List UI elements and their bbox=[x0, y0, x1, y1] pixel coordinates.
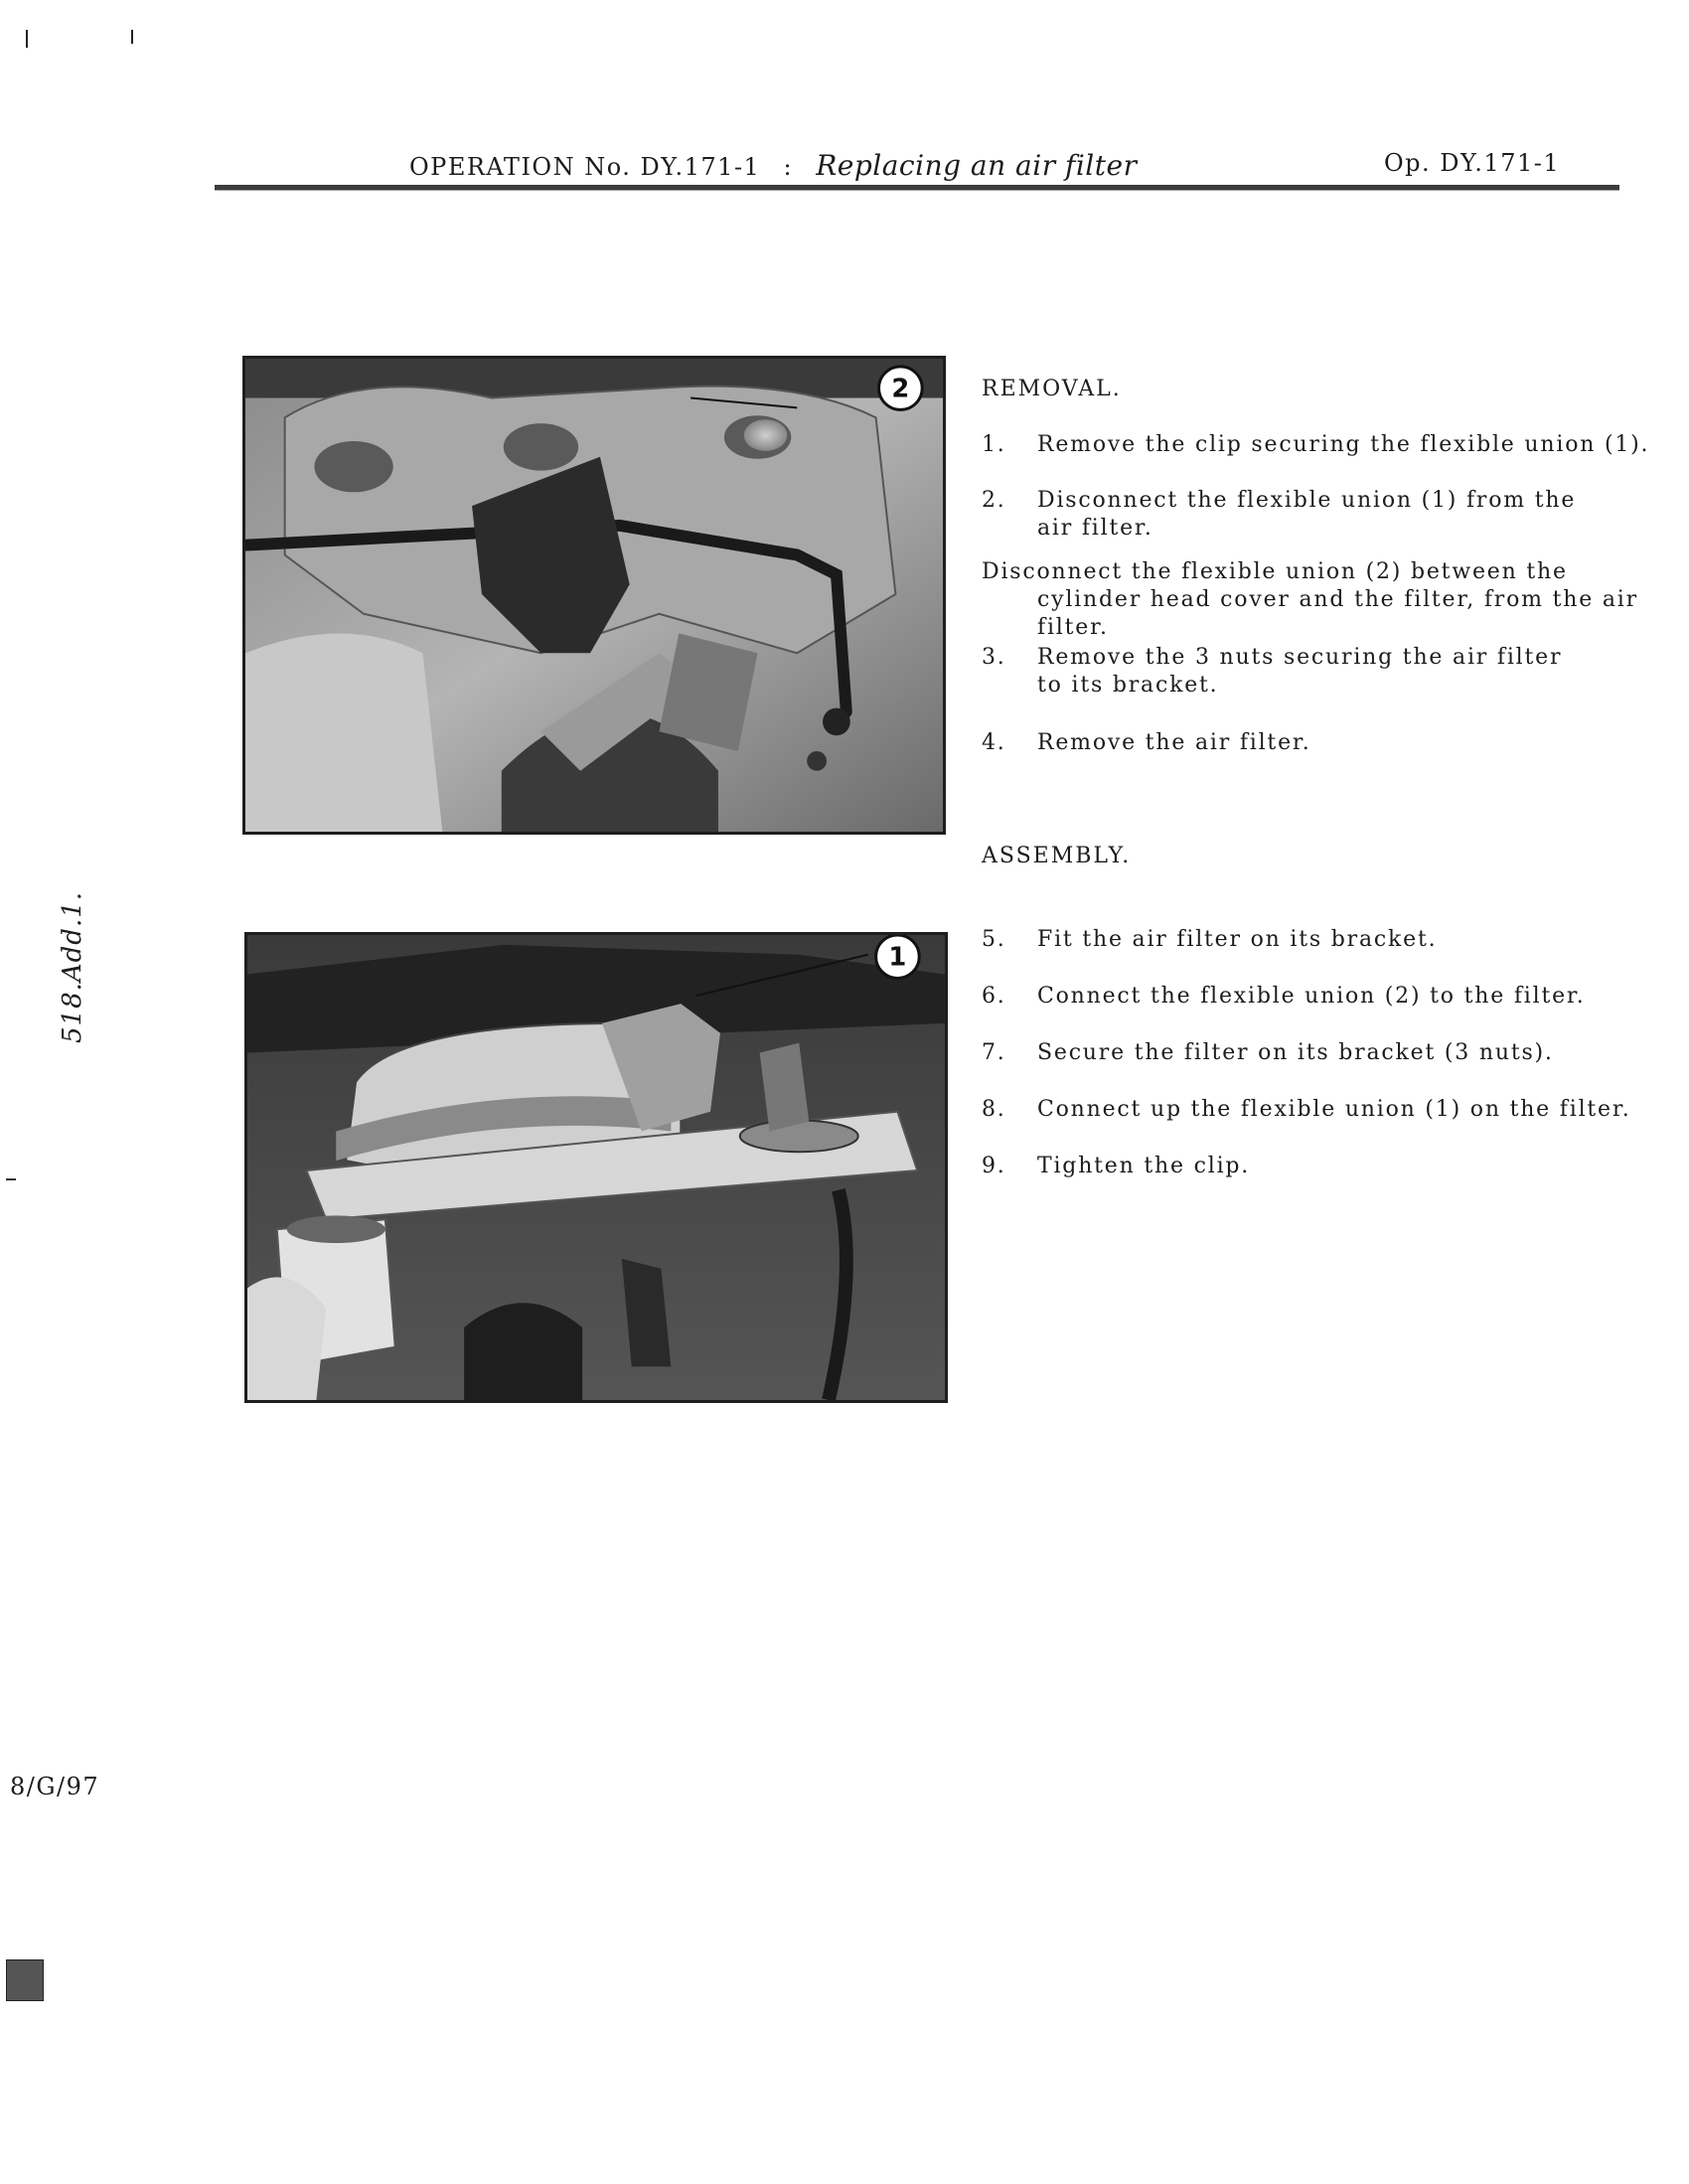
removal-step bbox=[982, 644, 1588, 700]
step-number: 4. bbox=[982, 730, 1006, 755]
document-code: 8/G/97 bbox=[10, 1773, 100, 1800]
step-text: Remove the clip securing the flexible union (1). bbox=[1037, 432, 1650, 457]
step-number: 8. bbox=[982, 1097, 1006, 1122]
step-number: 5. bbox=[982, 927, 1006, 952]
assembly-section bbox=[982, 843, 1667, 870]
assembly-step bbox=[982, 926, 1667, 954]
assembly-step bbox=[982, 983, 1667, 1011]
step-text: Remove the 3 nuts securing the air filter to its bracket. bbox=[1037, 645, 1563, 698]
assembly-heading: ASSEMBLY. bbox=[982, 844, 1132, 868]
step-text: Fit the air filter on its bracket. bbox=[1037, 927, 1438, 952]
engine-photo-bottom-drawing bbox=[247, 935, 945, 1400]
operation-reference: Op. DY.171-1 bbox=[1384, 149, 1561, 177]
step-text: Secure the filter on its bracket (3 nuts). bbox=[1037, 1040, 1554, 1065]
scan-mark bbox=[26, 30, 28, 48]
step-number: 7. bbox=[982, 1040, 1006, 1065]
scan-mark bbox=[131, 30, 133, 44]
header-rule bbox=[215, 185, 1619, 191]
assembly-step bbox=[982, 1096, 1667, 1124]
step-number: 6. bbox=[982, 984, 1006, 1009]
engine-photo-top bbox=[242, 356, 946, 835]
assembly-step bbox=[982, 1039, 1667, 1067]
removal-step bbox=[982, 431, 1667, 459]
step-text: Connect up the flexible union (1) on the filter. bbox=[1037, 1097, 1631, 1122]
removal-section bbox=[982, 376, 1667, 403]
step-number: 9. bbox=[982, 1154, 1006, 1178]
header-separator: : bbox=[783, 153, 794, 181]
figure-callout: 1 bbox=[888, 942, 907, 973]
scan-mark bbox=[6, 1178, 16, 1180]
operation-title: Replacing an air filter bbox=[816, 149, 1138, 182]
step-text: Disconnect the flexible union (2) between the cylinder head cover and the filter, from the air filter. bbox=[982, 559, 1638, 640]
step-text: Disconnect the flexible union (1) from the air filter. bbox=[1037, 488, 1577, 541]
removal-heading: REMOVAL. bbox=[982, 377, 1122, 401]
step-text: Remove the air filter. bbox=[1037, 730, 1311, 755]
operation-label: OPERATION No. DY.171-1 bbox=[409, 153, 761, 181]
engine-photo-top-drawing bbox=[245, 359, 943, 832]
step-number: 1. bbox=[982, 432, 1006, 457]
step-text: Connect the flexible union (2) to the filter. bbox=[1037, 984, 1586, 1009]
removal-note bbox=[982, 558, 1647, 642]
removal-step bbox=[982, 487, 1617, 543]
removal-step bbox=[982, 729, 1667, 757]
step-number: 3. bbox=[982, 645, 1006, 670]
step-number: 2. bbox=[982, 488, 1006, 513]
step-text: Tighten the clip. bbox=[1037, 1154, 1251, 1178]
page-header bbox=[409, 149, 1137, 182]
assembly-step bbox=[982, 1153, 1667, 1180]
scan-marker-square bbox=[6, 1959, 44, 2001]
side-reference: 518.Add.1. bbox=[58, 890, 87, 1043]
engine-photo-bottom bbox=[244, 932, 948, 1403]
figure-callout: 2 bbox=[891, 374, 910, 404]
